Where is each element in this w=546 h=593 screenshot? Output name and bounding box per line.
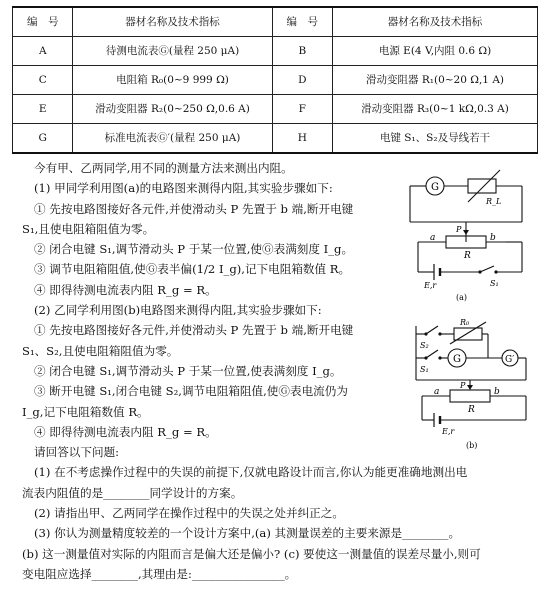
table-cell: 滑动变阻器 R₃(0~1 kΩ,0.3 A) (333, 95, 538, 124)
text-line: ④ 即得待测电流表内阻 R_g = R。 (34, 282, 217, 297)
text-line: (1) 在不考虑操作过程中的失误的前提下,仅就电路设计而言,你认为能更准确地测出电 (34, 465, 468, 480)
table-cell: 滑动变阻器 R₁(0~20 Ω,1 A) (333, 66, 538, 95)
s1-label: S₁ (420, 365, 429, 374)
table-cell: G (13, 124, 73, 154)
text-line: S₁,且使电阻箱阻值为零。 (22, 221, 155, 236)
text-line: 今有甲、乙两同学,用不同的测量方法来测出内阻。 (34, 161, 293, 175)
text-line: 请回答以下问题: (34, 445, 120, 460)
table-cell: A (13, 37, 73, 66)
text-line: ② 闭合电键 S₁,调节滑动头 P 于某一位置,使Ⓖ表满刻度 I_g。 (34, 242, 354, 257)
circuit-figure-b (404, 316, 536, 450)
rl-label: R_L (486, 197, 502, 206)
header-cell: 编 号 (272, 7, 332, 37)
table-header-row (13, 7, 538, 37)
galvanometer-label: G (453, 354, 461, 365)
galvanometer-label: G (431, 182, 439, 193)
text-line: (3) 你认为测量精度较差的一个设计方案中,(a) 其测量误差的主要来源是________。 (34, 526, 461, 541)
text-line: ③ 调节电阻箱阻值,使Ⓖ表半偏(1/2 I_g),记下电阻箱数值 R。 (34, 262, 351, 277)
table-cell: B (272, 37, 332, 66)
header-cell: 器材名称及技术指标 (333, 7, 538, 37)
text-line: ④ 即得待测电流表内阻 R_g = R。 (34, 424, 217, 439)
end-a-label: a (430, 233, 436, 243)
end-b-label: b (494, 387, 500, 397)
table-cell: E (13, 95, 73, 124)
table-row (13, 95, 538, 124)
text-line: (2) 请指出甲、乙两同学在操作过程中的失误之处并纠正之。 (34, 506, 344, 521)
end-b-label: b (490, 233, 496, 243)
table-row (13, 124, 538, 154)
standard-galvanometer-label: G′ (505, 355, 515, 365)
table-cell: 滑动变阻器 R₂(0~250 Ω,0.6 A) (73, 95, 272, 124)
text-line: (b) 这一测量值对实际的内阻而言是偏大还是偏小? (c) 要使这一测量值的误差尽量小,则可 (22, 546, 481, 561)
text-line: ③ 断开电键 S₁,闭合电键 S₂,调节电阻箱阻值,使Ⓖ表电流仍为 (34, 384, 348, 399)
text-line: S₁、S₂,且使电阻箱阻值为零。 (22, 343, 179, 358)
battery-label: E,r (442, 427, 455, 436)
table-cell: 标准电流表Ⓖ′(量程 250 μA) (73, 124, 272, 154)
slider-label: P (456, 225, 462, 234)
text-line: (2) 乙同学利用图(b)电路图来测得内阻,其实验步骤如下: (34, 303, 322, 318)
text-line: 流表内阻值的是________同学设计的方案。 (22, 485, 243, 500)
table-row (13, 37, 538, 66)
text-line: ① 先按电路图接好各元件,并使滑动头 P 先置于 b 端,断开电键 (34, 323, 354, 338)
resistor-label: R (468, 405, 475, 415)
slider-label: P (460, 381, 466, 390)
header-cell: 器材名称及技术指标 (73, 7, 272, 37)
text-line: ① 先按电路图接好各元件,并使滑动头 P 先置于 b 端,断开电键 (34, 201, 354, 216)
text-line: ② 闭合电键 S₁,调节滑动头 P 于某一位置,使表满刻度 I_g。 (34, 363, 342, 378)
r0-label: R₀ (460, 318, 470, 327)
resistor-label: R (464, 251, 471, 261)
end-a-label: a (434, 387, 440, 397)
table-cell: C (13, 66, 73, 95)
text-line: I_g,记下电阻箱数值 R。 (22, 404, 149, 419)
figure-caption: (a) (456, 293, 468, 302)
figure-caption: (b) (466, 441, 478, 450)
text-line: 变电阻应选择________,其理由是:________________。 (22, 566, 297, 581)
table-cell: H (272, 124, 332, 154)
s2-label: S₂ (420, 341, 429, 350)
table-row (13, 66, 538, 95)
text-line: (1) 甲同学利用图(a)的电路图来测得内阻,其实验步骤如下: (34, 181, 333, 196)
header-cell: 编 号 (13, 7, 73, 37)
table-cell: 待测电流表Ⓖ(量程 250 μA) (73, 37, 272, 66)
table-cell: 电阻箱 R₀(0~9 999 Ω) (73, 66, 272, 95)
table-cell: 电键 S₁、S₂及导线若干 (333, 124, 538, 154)
battery-label: E,r (424, 281, 437, 290)
table-cell: D (272, 66, 332, 95)
table-cell: 电源 E(4 V,内阻 0.6 Ω) (333, 37, 538, 66)
circuit-figure-a (398, 162, 536, 302)
switch-label: S₁ (490, 279, 499, 288)
table-cell: F (272, 95, 332, 124)
equipment-table (12, 6, 538, 154)
